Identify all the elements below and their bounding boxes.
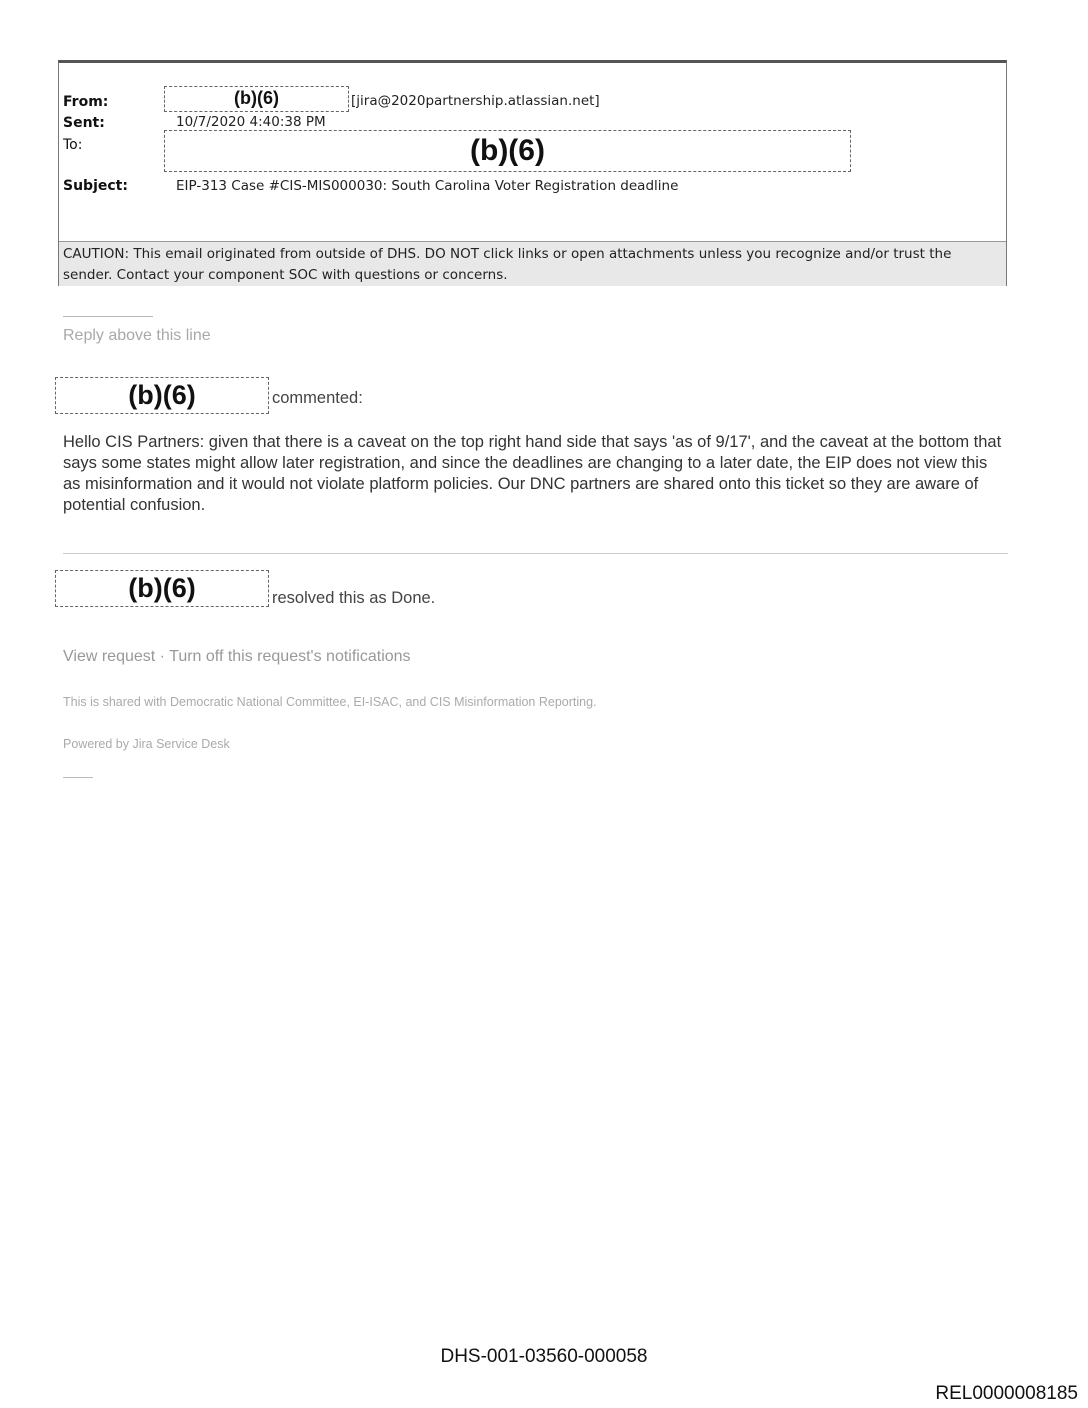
sent-label: Sent: [63,115,105,131]
resolver-redaction: (b)(6) [55,570,269,607]
reply-divider [63,316,153,317]
release-id: REL0000008185 [935,1383,1078,1404]
to-label: To: [63,137,83,153]
shared-with-note: This is shared with Democratic National Committee, EI-ISAC, and CIS Misinformation Reporting. [63,695,597,709]
reply-line: Reply above this line [63,327,211,344]
comment-body: Hello CIS Partners: given that there is a caveat on the top right hand side that says 'as of 9/17', and the caveat at the bottom that says some states might allow later registration, and since the deadlines are changing to a later date, the EIP does not view this as misinformation and it would not violate platform policies. Our DNC partners are shared onto this ticket so they are aware of potential confusion. [63,433,1002,514]
from-address[interactable]: [jira@2020partnership.atlassian.net] [351,93,600,109]
link-separator: · [159,648,165,665]
powered-by[interactable]: Powered by Jira Service Desk [63,737,230,751]
caution-text: This email originated from outside of DHS. DO NOT click links or open attachments unless you recognize and/or trust the sender. Contact your component SOC with questions or concerns. [63,246,952,283]
section-divider [63,553,1008,554]
from-label: From: [63,94,109,110]
document-id: DHS-001-03560-000058 [440,1346,648,1367]
comment-author-redaction: (b)(6) [55,377,269,414]
caution-banner [59,241,1006,286]
subject-value: EIP-313 Case #CIS-MIS000030: South Carolina Voter Registration deadline [176,178,679,194]
resolution-action: resolved this as Done. [272,589,436,607]
view-request-link[interactable]: View request [63,648,156,665]
footer-links [63,648,411,666]
caution-label: CAUTION: [63,246,130,262]
email-header [58,60,1007,286]
to-redaction: (b)(6) [164,130,851,172]
comment-action: commented: [272,389,363,407]
footer-divider [63,777,93,778]
turn-off-notifications-link[interactable]: Turn off this request's notifications [169,648,411,665]
sent-value: 10/7/2020 4:40:38 PM [176,114,326,130]
from-redaction: (b)(6) [164,86,349,112]
subject-label: Subject: [63,178,128,194]
